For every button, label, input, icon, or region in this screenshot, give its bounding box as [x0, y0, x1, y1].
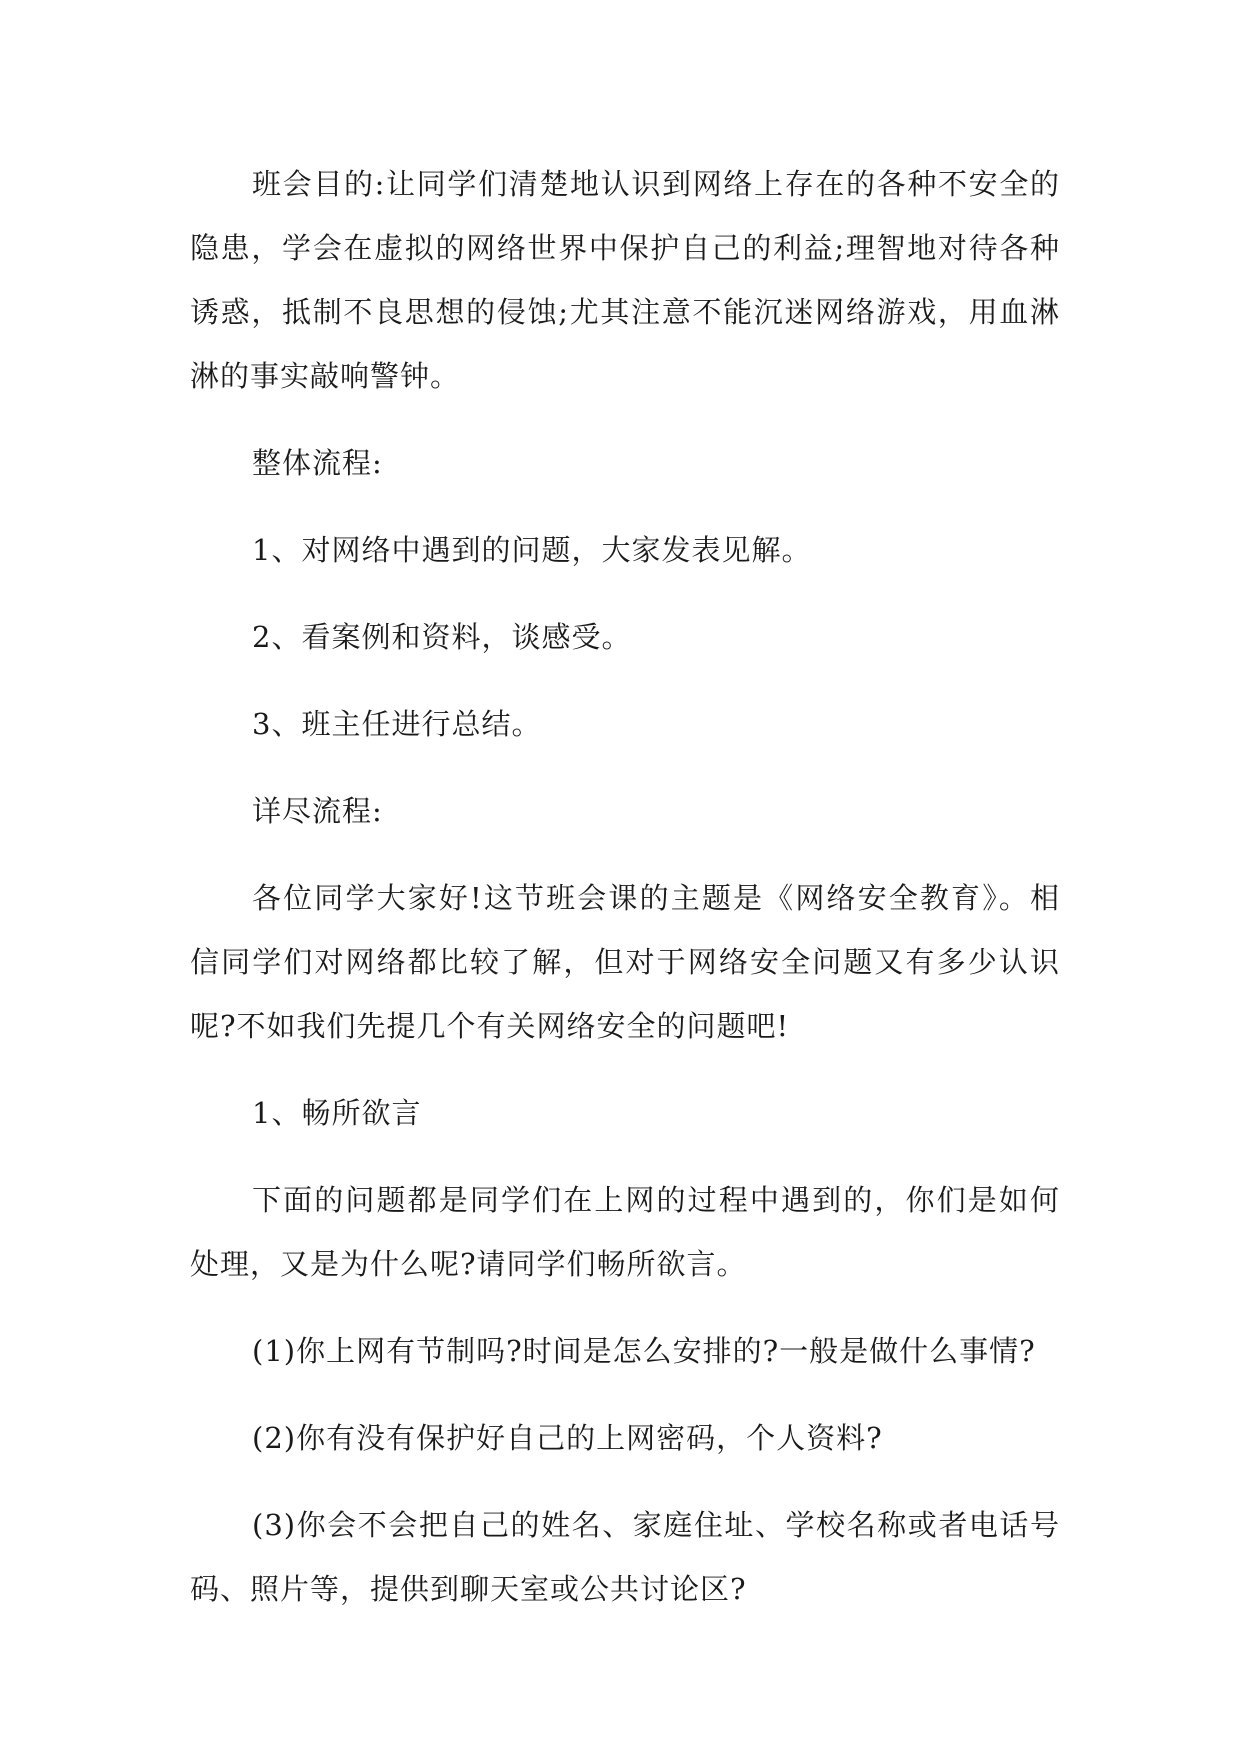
heading-overall-process: 整体流程: — [252, 446, 383, 480]
question-3: (3)你会不会把自己的姓名、家庭住址、学校名称或者电话号码、照片等，提供到聊天室或公共讨论区? — [190, 1508, 1060, 1606]
question-2: (2)你有没有保护好自己的上网密码，个人资料? — [252, 1421, 883, 1455]
list-item-step-3: 3、班主任进行总结。 — [252, 707, 542, 741]
question-1: (1)你上网有节制吗?时间是怎么安排的?一般是做什么事情? — [252, 1334, 1036, 1368]
paragraph-discussion-intro: 下面的问题都是同学们在上网的过程中遇到的，你们是如何处理，又是为什么呢?请同学们畅所欲言。 — [190, 1183, 1060, 1281]
document-body — [190, 152, 1060, 1621]
paragraph-purpose: 班会目的:让同学们清楚地认识到网络上存在的各种不安全的隐患，学会在虚拟的网络世界中保护自己的利益;理智地对待各种诱惑，抵制不良思想的侵蚀;尤其注意不能沉迷网络游戏，用血淋淋的事实敲响警钟。 — [190, 167, 1060, 393]
section-heading-discussion: 1、畅所欲言 — [252, 1096, 422, 1130]
list-item-step-1: 1、对网络中遇到的问题，大家发表见解。 — [252, 533, 812, 567]
heading-detailed-process: 详尽流程: — [252, 794, 383, 828]
paragraph-introduction: 各位同学大家好!这节班会课的主题是《网络安全教育》。相信同学们对网络都比较了解，但对于网络安全问题又有多少认识呢?不如我们先提几个有关网络安全的问题吧! — [190, 881, 1060, 1043]
list-item-step-2: 2、看案例和资料，谈感受。 — [252, 620, 632, 654]
